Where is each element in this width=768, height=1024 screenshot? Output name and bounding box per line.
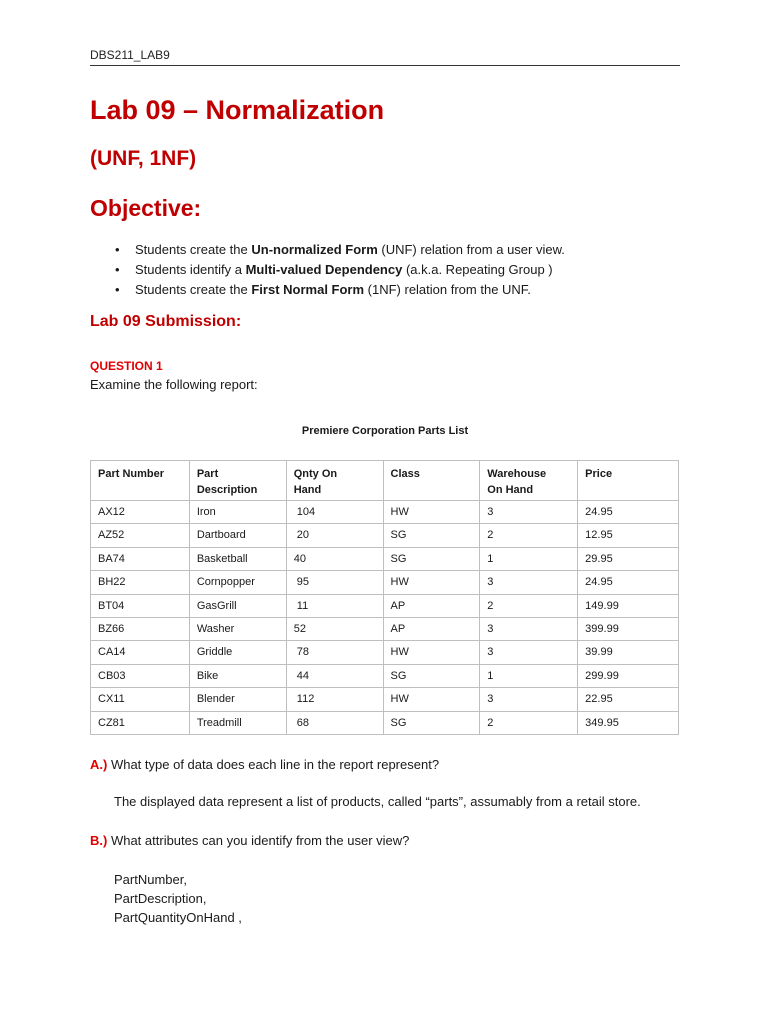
table-row: [91, 524, 679, 547]
table-cell: Griddle: [189, 641, 286, 664]
attribute-line: PartDescription,: [114, 891, 207, 906]
answer-a: The displayed data represent a list of products, called “parts”, assumably from a retail store.: [114, 794, 641, 809]
table-row: [91, 664, 679, 687]
table-row: [91, 688, 679, 711]
table-row: [91, 547, 679, 570]
table-cell: 104: [286, 501, 383, 524]
page-subtitle: (UNF, 1NF): [90, 147, 197, 170]
table-cell: 95: [286, 571, 383, 594]
table-row: [91, 501, 679, 524]
table-cell: 11: [286, 594, 383, 617]
table-cell: HW: [383, 501, 480, 524]
table-cell: 349.95: [578, 711, 679, 734]
submission-heading: Lab 09 Submission:: [90, 313, 242, 330]
parts-table: [90, 460, 679, 735]
table-cell: SG: [383, 664, 480, 687]
table-cell: 1: [480, 547, 578, 570]
table-cell: 2: [480, 711, 578, 734]
question-label: QUESTION 1: [90, 359, 163, 373]
table-cell: Dartboard: [189, 524, 286, 547]
table-cell: AZ52: [91, 524, 190, 547]
column-header: Class: [383, 461, 480, 501]
page-header: DBS211_LAB9: [90, 48, 170, 62]
table-cell: 3: [480, 688, 578, 711]
table-cell: BZ66: [91, 617, 190, 640]
table-cell: 40: [286, 547, 383, 570]
table-cell: Washer: [189, 617, 286, 640]
table-cell: 3: [480, 571, 578, 594]
table-cell: 52: [286, 617, 383, 640]
table-cell: Bike: [189, 664, 286, 687]
table-cell: HW: [383, 571, 480, 594]
question-b-text: What attributes can you identify from the user view?: [107, 833, 410, 848]
table-cell: 3: [480, 617, 578, 640]
answer-b: [114, 870, 242, 927]
bullet-icon: •: [115, 262, 120, 277]
table-cell: AP: [383, 594, 480, 617]
attribute-line: PartQuantityOnHand ,: [114, 910, 242, 925]
question-intro: Examine the following report:: [90, 377, 258, 392]
table-cell: 1: [480, 664, 578, 687]
table-header-row: [91, 461, 679, 501]
table-cell: SG: [383, 711, 480, 734]
table-cell: 44: [286, 664, 383, 687]
table-cell: BH22: [91, 571, 190, 594]
table-cell: BT04: [91, 594, 190, 617]
table-cell: HW: [383, 688, 480, 711]
question-b-letter: B.): [90, 833, 108, 848]
table-cell: CA14: [91, 641, 190, 664]
table-cell: Iron: [189, 501, 286, 524]
table-cell: SG: [383, 547, 480, 570]
table-cell: 3: [480, 501, 578, 524]
table-cell: AP: [383, 617, 480, 640]
table-cell: 20: [286, 524, 383, 547]
question-a-letter: A.): [90, 757, 108, 772]
table-row: [91, 641, 679, 664]
table-cell: CX11: [91, 688, 190, 711]
attribute-line: PartNumber,: [114, 872, 187, 887]
table-cell: 24.95: [578, 571, 679, 594]
table-cell: SG: [383, 524, 480, 547]
table-cell: Treadmill: [189, 711, 286, 734]
table-row: [91, 594, 679, 617]
objective-item: • Students identify a Multi-valued Dependency (a.k.a. Repeating Group ): [90, 260, 565, 280]
question-b: [90, 833, 409, 848]
table-cell: 2: [480, 594, 578, 617]
table-cell: 24.95: [578, 501, 679, 524]
table-cell: AX12: [91, 501, 190, 524]
table-cell: 29.95: [578, 547, 679, 570]
header-divider: [90, 65, 680, 66]
bullet-icon: •: [115, 242, 120, 257]
table-title: Premiere Corporation Parts List: [301, 425, 469, 437]
table-cell: 2: [480, 524, 578, 547]
table-row: [91, 617, 679, 640]
table-row: [91, 571, 679, 594]
table-body: [91, 501, 679, 735]
column-header: Part Number: [91, 461, 190, 501]
table-cell: 399.99: [578, 617, 679, 640]
table-cell: 22.95: [578, 688, 679, 711]
table-cell: 112: [286, 688, 383, 711]
table-cell: 149.99: [578, 594, 679, 617]
table-cell: CB03: [91, 664, 190, 687]
table-cell: Basketball: [189, 547, 286, 570]
table-cell: 39.99: [578, 641, 679, 664]
objective-item: • Students create the Un-normalized Form (UNF) relation from a user view.: [90, 240, 565, 260]
objective-heading: Objective:: [90, 195, 202, 221]
objective-list: [90, 240, 565, 300]
table-cell: 12.95: [578, 524, 679, 547]
table-cell: 78: [286, 641, 383, 664]
table-cell: GasGrill: [189, 594, 286, 617]
table-cell: 299.99: [578, 664, 679, 687]
question-a-text: What type of data does each line in the report represent?: [107, 757, 440, 772]
table-row: [91, 711, 679, 734]
column-header: Price: [578, 461, 679, 501]
table-cell: BA74: [91, 547, 190, 570]
column-header: Qnty On Hand: [286, 461, 383, 501]
table-cell: 68: [286, 711, 383, 734]
bullet-icon: •: [115, 282, 120, 297]
table-cell: HW: [383, 641, 480, 664]
table-cell: 3: [480, 641, 578, 664]
question-a: [90, 757, 439, 772]
column-header: Part Description: [189, 461, 286, 501]
column-header: Warehouse On Hand: [480, 461, 578, 501]
table-cell: CZ81: [91, 711, 190, 734]
objective-item: • Students create the First Normal Form (1NF) relation from the UNF.: [90, 280, 565, 300]
page-title: Lab 09 – Normalization: [90, 95, 385, 125]
table-cell: Cornpopper: [189, 571, 286, 594]
table-cell: Blender: [189, 688, 286, 711]
